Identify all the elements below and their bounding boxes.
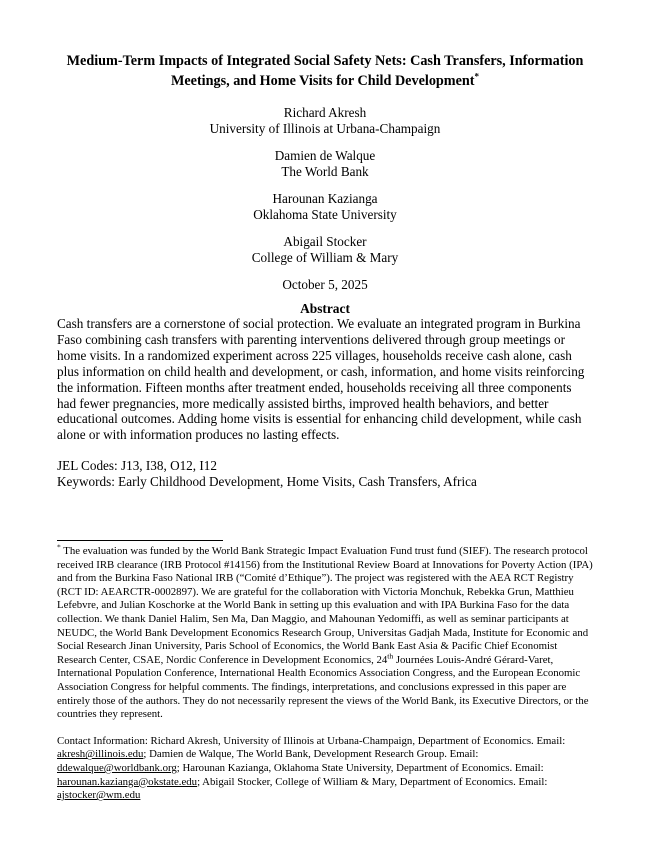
jel-keywords-block [57, 458, 593, 490]
author-affiliation: College of William & Mary [251, 249, 399, 265]
footnote-separator [57, 540, 223, 541]
author-affiliation: The World Bank [281, 163, 369, 179]
author-affiliation: Oklahoma State University [253, 206, 397, 222]
superscript-marker: * [57, 542, 61, 552]
text-run: ; Damien de Walque, The World Bank, Development Research Group. Email: [143, 748, 479, 761]
paper-title [57, 51, 593, 91]
author-name: Richard Akresh [283, 105, 367, 120]
email-link[interactable]: ddewalque@worldbank.org [57, 761, 177, 774]
author-block [57, 234, 593, 265]
email-link[interactable]: akresh@illinois.edu [57, 748, 144, 761]
author-block [57, 105, 593, 136]
author-name: Damien de Walque [274, 148, 376, 163]
text-run: The evaluation was funded by the World Bank Strategic Impact Evaluation Fund trust fund (SIEF). The research protocol received IRB clearance (IRB Protocol #14156) from the Institutional Review Board at Innovations for Poverty Action (IPA) and from the Burkina Faso National IRB (“Comité d’Ethique”). The project was registered with the AEA RCT Registry (RCT ID: AEARCTR-0002897). We are grateful for the collaboration with Victoria Monchuk, Rebekka Grun, Matthieu Lefebvre, and Julian Koschorke at the World Bank in setting up this evaluation and with IPA Burkina Faso for the data collection. We thank Daniel Halim, Sen Ma, Dan Maggio, and Mahounan Yedomiffi, as well as seminar participants at NEUDC, the World Bank Development Economics Research Group, Universitas Gadjah Mada, Institute for Economic and Social Research Jinan University, Paris School of Economics, the World Bank East Asia & Pacific Chief Economist Research Center, CSAE, Nordic Conference in Development Economics, 24 [57, 545, 593, 666]
jel-codes-line: JEL Codes: J13, I38, O12, I12 [57, 458, 217, 474]
keywords-line: Keywords: Early Childhood Development, Home Visits, Cash Transfers, Africa [57, 474, 477, 490]
footnote-text [57, 542, 593, 722]
text-run: ; Harounan Kazianga, Oklahoma State University, Department of Economics. Email: [176, 761, 544, 774]
author-block [57, 191, 593, 222]
text-run: Journées Louis-André Gérard-Varet, International Population Conference, International Health Economics Association Congress, and the European Economic Association Congress for helpful comments. The findings, interpretations, and conclusions expressed in this paper are entirely those of the authors. They do not necessarily represent the views of the World Bank, its Executive Directors, or the countries they represent. [57, 653, 589, 721]
email-link[interactable]: harounan.kazianga@okstate.edu [57, 775, 198, 788]
text-run: ; Abigail Stocker, College of William & Mary, Department of Economics. Email: [197, 775, 548, 788]
date-line: October 5, 2025 [282, 277, 368, 292]
author-name: Harounan Kazianga [272, 191, 378, 206]
title-text: Medium-Term Impacts of Integrated Social Safety Nets: Cash Transfers, Information Meetings, and Home Visits for Child Development [66, 53, 584, 89]
superscript-marker: th [387, 651, 394, 661]
abstract-text: Cash transfers are a cornerstone of social protection. We evaluate an integrated program in Burkina Faso combining cash transfers with parenting interventions delivered through group meetings or home visits. In a randomized experiment across 225 villages, households receive cash alone, cash plus information on child health and development, or cash, information, and home visits reinforcing the information. Fifteen months after treatment ended, households receiving all three components had fewer pregnancies, more medically assisted births, improved health behaviors, and better educational outcomes. Adding home visits is essential for enhancing child development, while cash alone or with information produces no lasting effects. [57, 316, 585, 443]
contact-info [57, 735, 593, 803]
title-footnote-marker: * [474, 71, 480, 82]
author-affiliation: University of Illinois at Urbana-Champaign [209, 120, 441, 136]
text-run: Contact Information: Richard Akresh, University of Illinois at Urbana-Champaign, Department of Economics. Email: [57, 734, 566, 747]
author-block [57, 148, 593, 179]
author-name: Abigail Stocker [283, 234, 367, 249]
email-link[interactable]: ajstocker@wm.edu [57, 789, 141, 802]
abstract-heading: Abstract [300, 300, 350, 316]
author-list [57, 105, 593, 265]
